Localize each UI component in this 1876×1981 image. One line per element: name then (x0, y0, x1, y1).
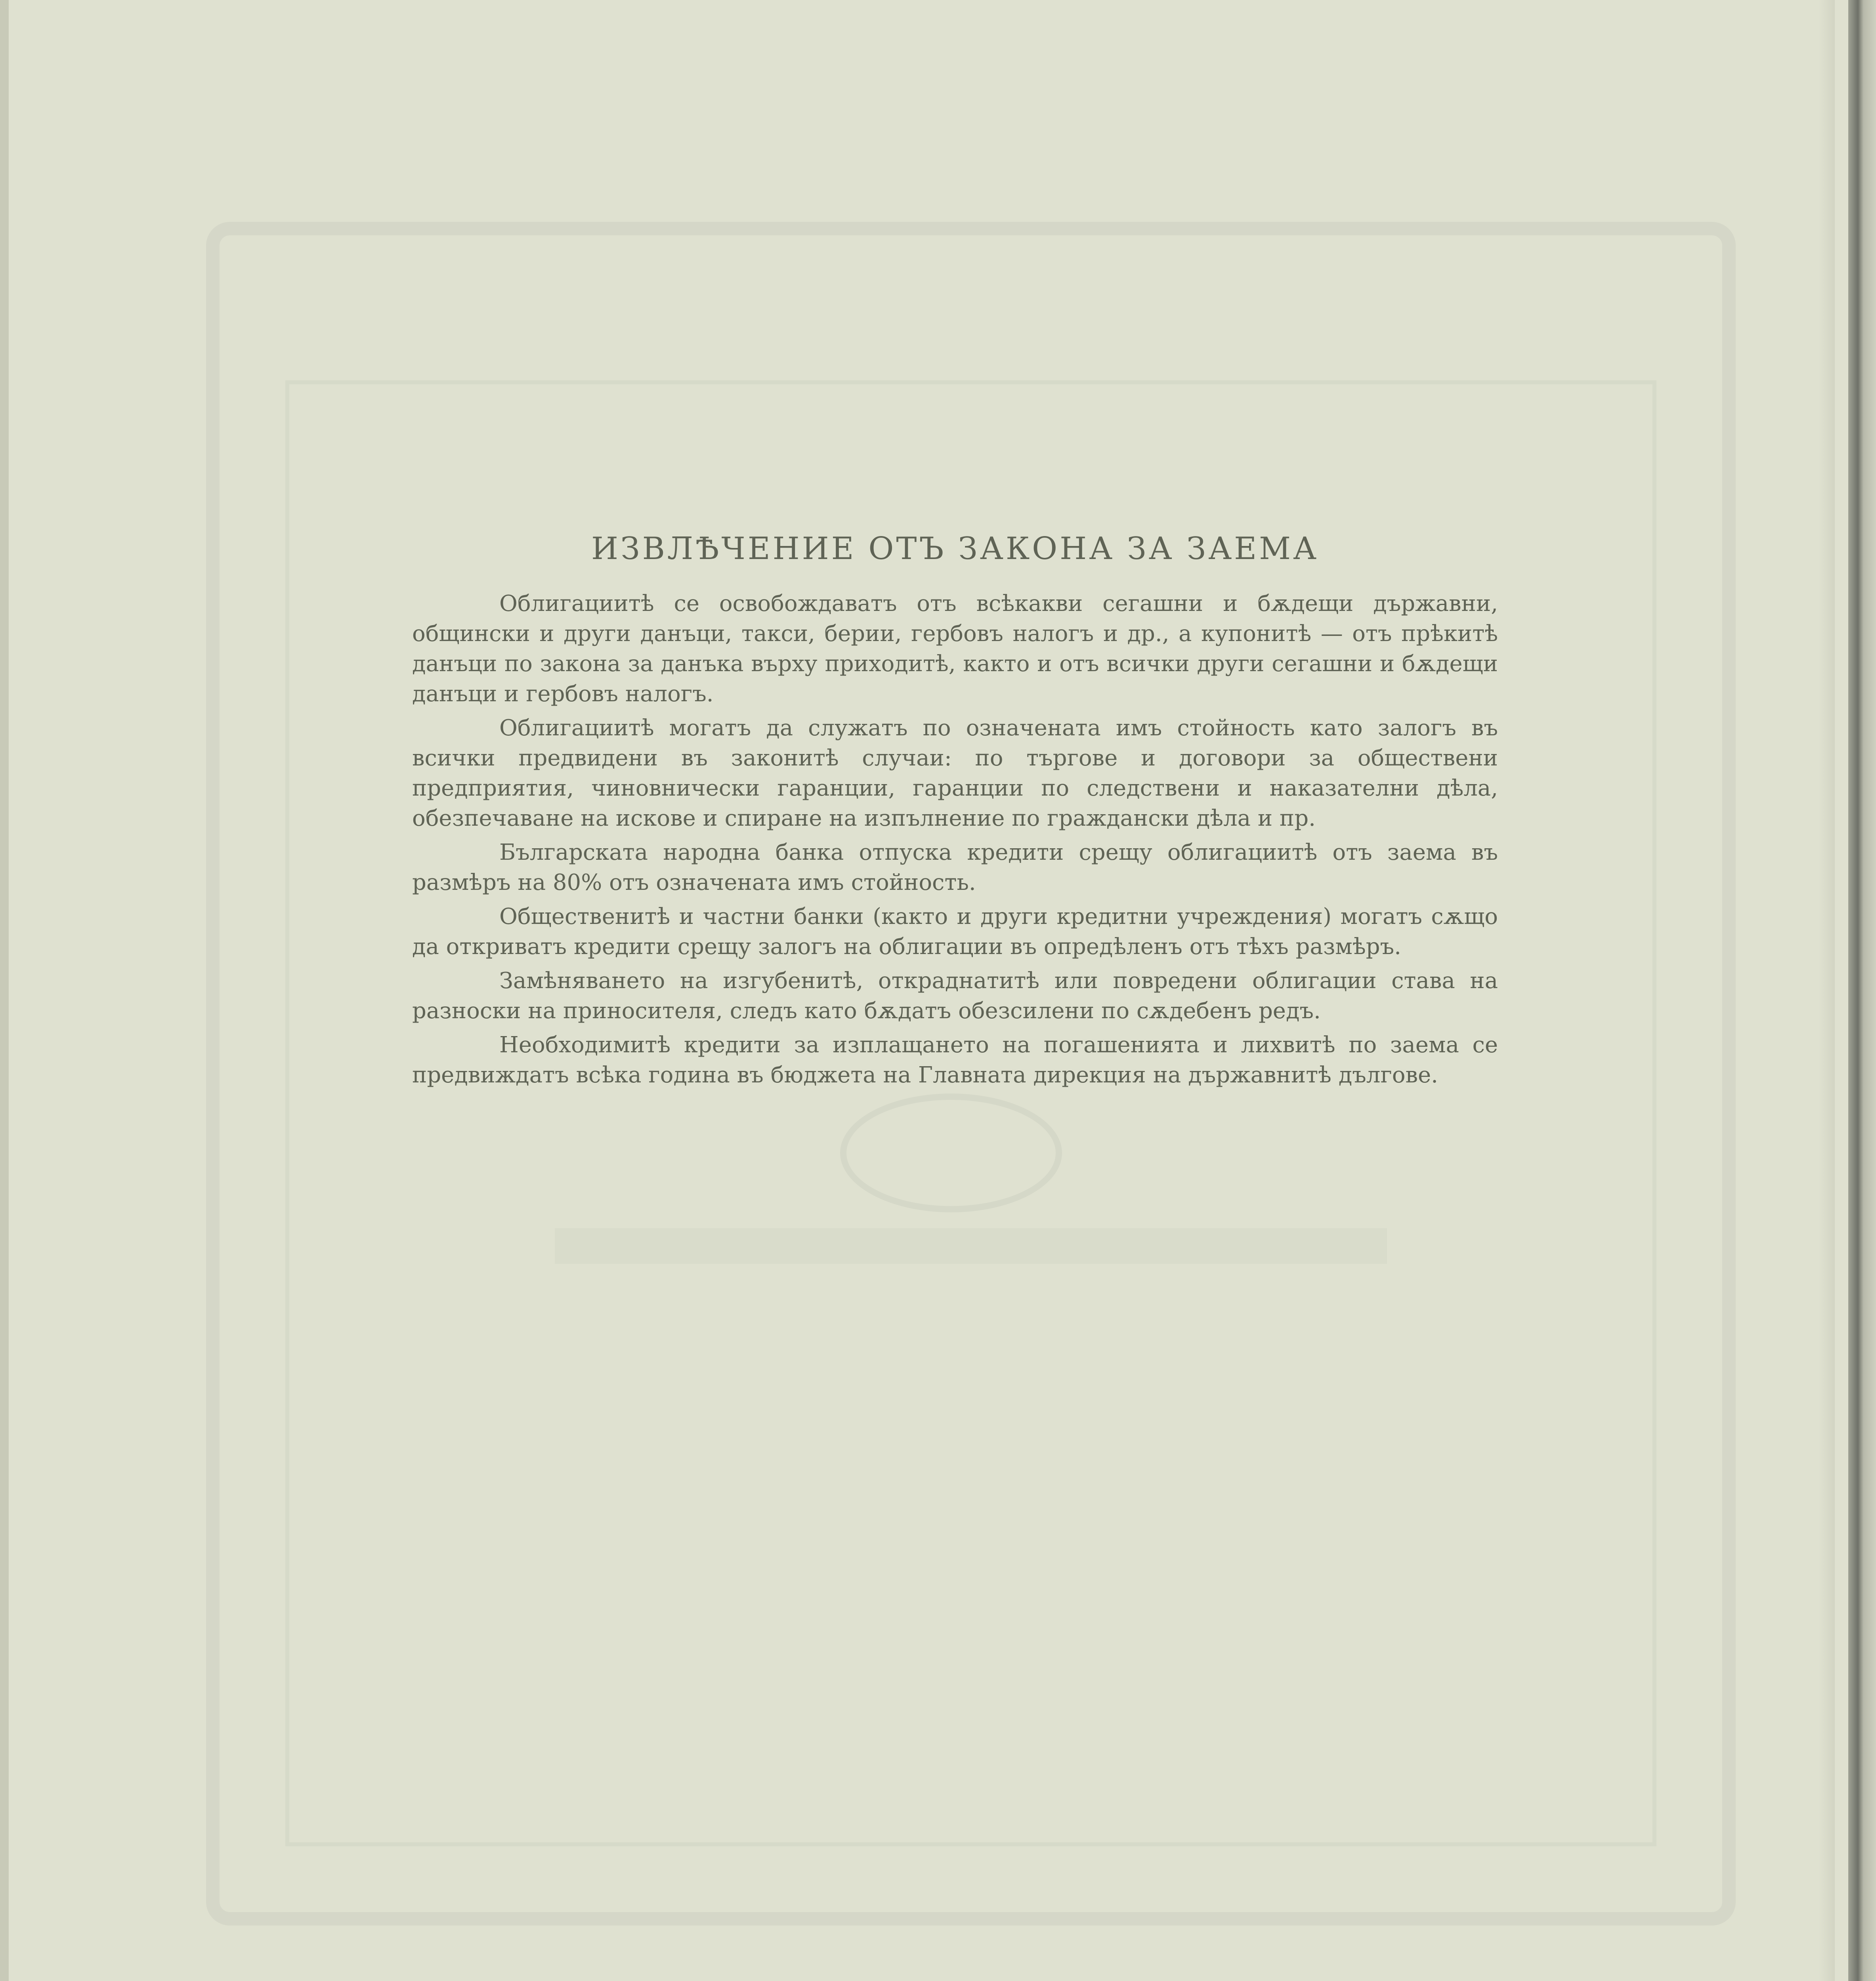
paragraph-national-bank-credit: Българската народна банка отпуска кредити срещу облигациитѣ отъ заема въ размѣръ на 80% отъ означената имъ стойность. (412, 840, 1498, 895)
scan-left-edge (0, 0, 9, 1981)
paragraph-replacement: Замѣняването на изгубенитѣ, откраднатитѣ или повредени облигации става на разноски на приносителя, следъ като бѫдатъ обезсилени по сѫдебенъ редъ. (412, 968, 1498, 1024)
show-through-band (555, 1228, 1387, 1264)
paragraph-private-banks: Общественитѣ и частни банки (както и други кредитни учреждения) могатъ сѫщо да откриватъ кредити срещу залогъ на облигации въ опредѣленъ отъ тѣхъ размѣръ. (412, 904, 1498, 960)
paragraph-collateral: Облигациитѣ могатъ да служатъ по означената имъ стойность като залогъ въ всички предвидени въ законитѣ случаи: по търгове и договори за обществени предприятия, чиновнически гаранции, гаранции по следствени и наказателни дѣла, обезпечаване на искове и спиране на изпълнение по граждански дѣла и пр. (412, 715, 1498, 831)
paragraph-budget: Необходимитѣ кредити за изплащането на погашенията и лихвитѣ по заема се предвиждатъ всѣка година въ бюджета на Главната дирекция на държавнитѣ дългове. (412, 1032, 1498, 1088)
scan-right-edge (1848, 0, 1876, 1981)
paragraph-tax-exemption: Облигациитѣ се освобождаватъ отъ всѣкакви сегашни и бѫдещи държавни, общински и други данъци, такси, берии, гербовъ налогъ и др., а купонитѣ — отъ прѣкитѣ данъци по закона за данъка върху приходитѣ, както и отъ всички други сегашни и бѫдещи данъци и гербовъ налогъ. (412, 591, 1498, 707)
law-extract-title: ИЗВЛѢЧЕНИЕ ОТЪ ЗАКОНА ЗА ЗАЕМА (591, 531, 1319, 567)
paper-right-edge-shade (1819, 0, 1835, 1981)
show-through-oval (840, 1094, 1062, 1212)
law-extract (412, 531, 1498, 1094)
